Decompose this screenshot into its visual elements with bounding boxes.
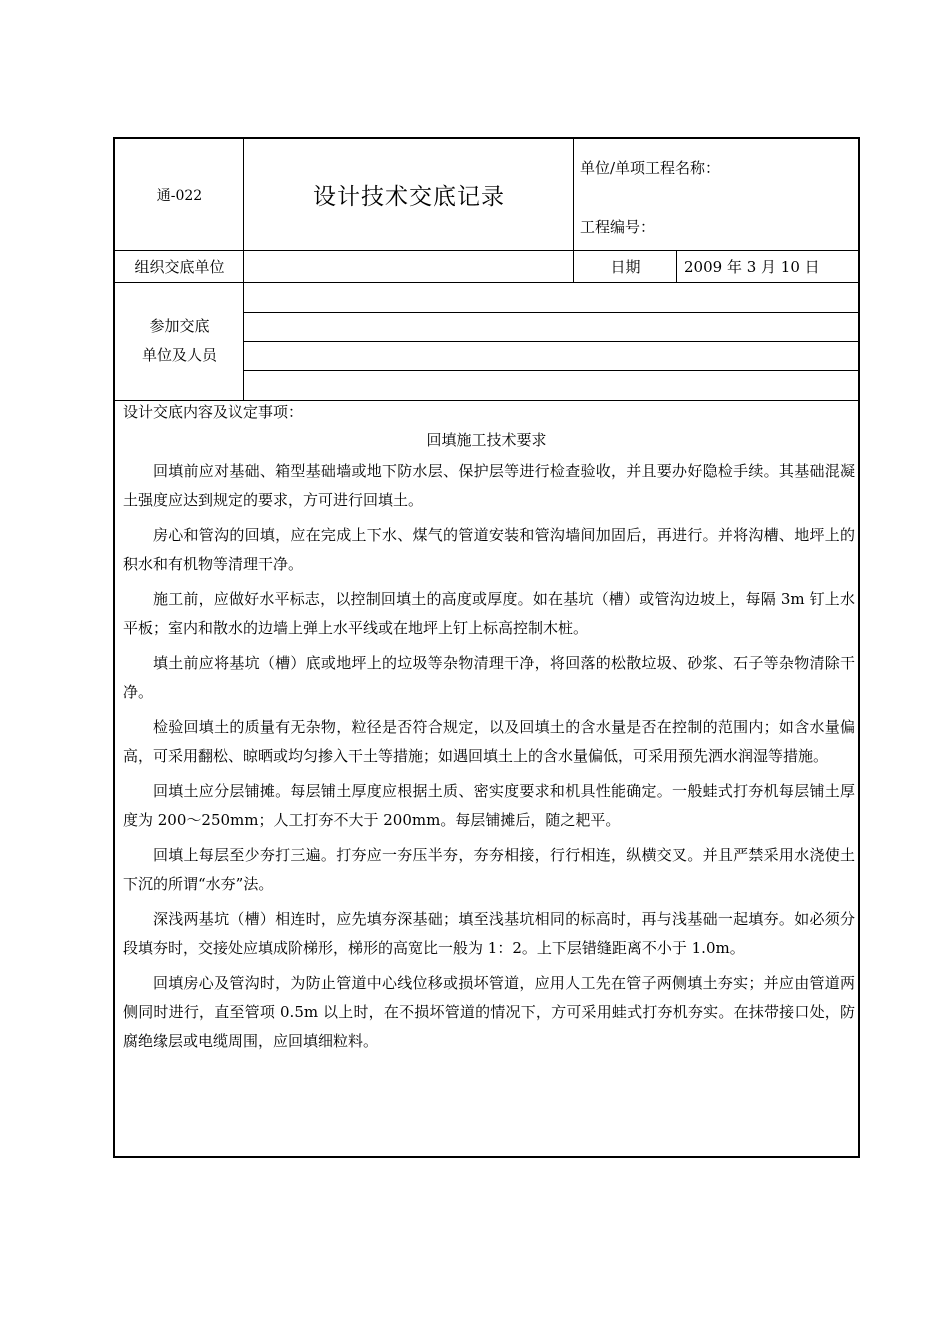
organizer-label: 组织交底单位 xyxy=(134,257,225,276)
content-paragraph: 回填土应分层铺摊。每层铺土厚度应根据土质、密实度要求和机具性能确定。一般蛙式打夯机每层铺土厚度为 200～250mm；人工打夯不大于 200mm。每层铺摊后，随之耙平。 xyxy=(123,782,855,829)
content-body xyxy=(123,457,855,1062)
content-paragraph: 填土前应将基坑（槽）底或地坪上的垃圾等杂物清理干净，将回落的松散垃圾、砂浆、石子等杂物清除干净。 xyxy=(123,654,855,701)
content-paragraph: 房心和管沟的回填，应在完成上下水、煤气的管道安装和管沟墙间加固后，再进行。并将沟槽、地坪上的积水和有机物等清理干净。 xyxy=(123,526,855,573)
form-code: 通-022 xyxy=(156,187,203,204)
participants-label xyxy=(115,282,244,400)
organizer-field[interactable] xyxy=(245,251,572,281)
participants-label-line1: 参加交底 xyxy=(149,317,210,335)
date-label: 日期 xyxy=(610,257,641,276)
participant-entry[interactable] xyxy=(245,371,857,399)
content-paragraph: 深浅两基坑（槽）相连时，应先填夯深基础；填至浅基坑相同的标高时，再与浅基础一起填夯。如必须分段填夯时，交接处应填成阶梯形，梯形的高宽比一般为 1：2。上下层错缝距离不小于 1.0m。 xyxy=(123,910,855,957)
page-title: 设计技术交底记录 xyxy=(313,184,505,210)
participant-entry[interactable] xyxy=(245,313,857,340)
content-paragraph: 回填上每层至少夯打三遍。打夯应一夯压半夯，夯夯相接，行行相连，纵横交叉。并且严禁采用水浇使土下沉的所谓“水夯”法。 xyxy=(123,846,855,893)
project-name-label: 单位/单项工程名称： xyxy=(580,159,721,177)
technical-disclosure-form xyxy=(113,137,860,1158)
participant-entry[interactable] xyxy=(245,283,857,311)
content-paragraph: 回填房心及管沟时，为防止管道中心线位移或损坏管道，应用人工先在管子两侧填土夯实；并应由管道两侧同时进行，直至管项 0.5m 以上时，在不损坏管道的情况下，方可采用蛙式打夯机夯实。在抹带接口处，防腐绝缘层或电缆周围，应回填细粒料。 xyxy=(123,974,855,1050)
content-paragraph: 检验回填土的质量有无杂物，粒径是否符合规定，以及回填土的含水量是否在控制的范围内；如含水量偏高，可采用翻松、晾晒或均匀掺入干土等措施；如遇回填土上的含水量偏低，可采用预先洒水润湿等措施。 xyxy=(123,718,855,765)
participants-label-line2: 单位及人员 xyxy=(141,346,217,364)
participant-entry[interactable] xyxy=(245,342,857,369)
content-heading: 设计交底内容及议定事项： xyxy=(123,403,304,421)
content-paragraph: 回填前应对基础、箱型基础墙或地下防水层、保护层等进行检查验收，并且要办好隐检手续。其基础混凝土强度应达到规定的要求，方可进行回填土。 xyxy=(123,462,855,509)
content-title: 回填施工技术要求 xyxy=(426,431,547,449)
project-number-label: 工程编号： xyxy=(580,218,656,236)
date-value: 2009 年 3 月 10 日 xyxy=(684,257,820,276)
content-paragraph: 施工前，应做好水平标志，以控制回填土的高度或厚度。如在基坑（槽）或管沟边坡上，每隔 3m 钉上水平板；室内和散水的边墙上弹上水平线或在地坪上钉上标高控制木桩。 xyxy=(123,590,855,637)
